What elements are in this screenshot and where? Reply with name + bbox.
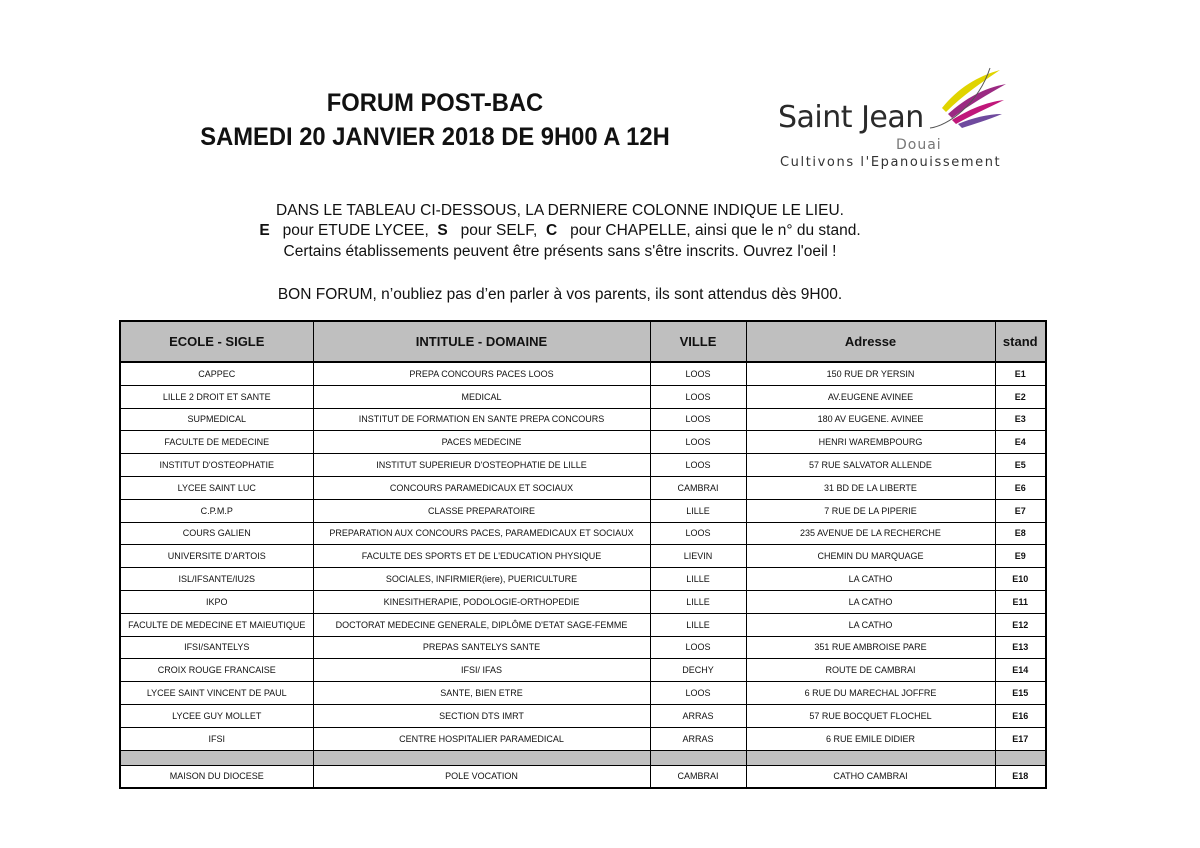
cell-stand: E6: [995, 476, 1046, 499]
intro-line-2: [180, 222, 940, 240]
cell-stand: E3: [995, 408, 1046, 431]
cell-city: DECHY: [650, 659, 746, 682]
table-row: [120, 522, 1046, 545]
cell-city: LOOS: [650, 682, 746, 705]
header-adresse: Adresse: [746, 321, 995, 362]
table-row: [120, 765, 1046, 788]
stands-table: [119, 320, 1047, 789]
header-intitule: INTITULE - DOMAINE: [313, 321, 650, 362]
school-logo: [778, 64, 1008, 174]
cell-stand: E14: [995, 659, 1046, 682]
cell-city: LILLE: [650, 590, 746, 613]
cell-program: INSTITUT DE FORMATION EN SANTE PREPA CONCOURS: [313, 408, 650, 431]
cell-stand: E5: [995, 454, 1046, 477]
cell-address: CHEMIN DU MARQUAGE: [746, 545, 995, 568]
cell-program: KINESITHERAPIE, PODOLOGIE-ORTHOPEDIE: [313, 590, 650, 613]
cell-address: 235 AVENUE DE LA RECHERCHE: [746, 522, 995, 545]
cell-address: 31 BD DE LA LIBERTE: [746, 476, 995, 499]
table-row: [120, 613, 1046, 636]
cell-city: LILLE: [650, 613, 746, 636]
logo-tagline: Cultivons l'Epanouissement: [780, 155, 1002, 170]
code-s: S: [437, 222, 448, 239]
logo-city: Douai: [896, 137, 942, 153]
cell-school: ISL/IFSANTE/IU2S: [120, 568, 313, 591]
cell-stand: E4: [995, 431, 1046, 454]
intro-line-4: BON FORUM, n’oubliez pas d’en parler à vos parents, ils sont attendus dès 9H00.: [277, 286, 843, 303]
title-line-2: SAMEDI 20 JANVIER 2018 DE 9H00 A 12H: [200, 123, 670, 151]
code-e-text: pour ETUDE LYCEE,: [282, 222, 429, 239]
cell-address: 57 RUE SALVATOR ALLENDE: [746, 454, 995, 477]
cell-stand: E18: [995, 765, 1046, 788]
cell-stand: E7: [995, 499, 1046, 522]
table-header-row: [120, 321, 1046, 362]
table-row: [120, 499, 1046, 522]
cell-school: LYCEE SAINT LUC: [120, 476, 313, 499]
cell-school: CROIX ROUGE FRANCAISE: [120, 659, 313, 682]
cell-stand: E1: [995, 362, 1046, 385]
cell-stand: E10: [995, 568, 1046, 591]
table-row: [120, 385, 1046, 408]
cell-school: COURS GALIEN: [120, 522, 313, 545]
cell-city: CAMBRAI: [650, 476, 746, 499]
cell-program: SOCIALES, INFIRMIER(iere), PUERICULTURE: [313, 568, 650, 591]
cell-stand: E8: [995, 522, 1046, 545]
cell-city: ARRAS: [650, 727, 746, 750]
cell-school: FACULTE DE MEDECINE: [120, 431, 313, 454]
cell-address: LA CATHO: [746, 613, 995, 636]
cell-school: FACULTE DE MEDECINE ET MAIEUTIQUE: [120, 613, 313, 636]
table-separator-row: [120, 750, 1046, 765]
cell-program: PREPA CONCOURS PACES LOOS: [313, 362, 650, 385]
table-row: [120, 431, 1046, 454]
code-c: C: [545, 222, 558, 239]
cell-city: LOOS: [650, 431, 746, 454]
cell-program: INSTITUT SUPERIEUR D'OSTEOPHATIE DE LILLE: [313, 454, 650, 477]
cell-school: IKPO: [120, 590, 313, 613]
cell-program: DOCTORAT MEDECINE GENERALE, DIPLÔME D'ETAT SAGE-FEMME: [313, 613, 650, 636]
table-row: [120, 682, 1046, 705]
cell-address: 57 RUE BOCQUET FLOCHEL: [746, 704, 995, 727]
cell-school: LILLE 2 DROIT ET SANTE: [120, 385, 313, 408]
intro-line-1: DANS LE TABLEAU CI-DESSOUS, LA DERNIERE COLONNE INDIQUE LE LIEU.: [276, 202, 844, 219]
cell-city: LOOS: [650, 636, 746, 659]
cell-program: MEDICAL: [313, 385, 650, 408]
table-row: [120, 362, 1046, 385]
cell-city: LOOS: [650, 385, 746, 408]
cell-address: 150 RUE DR YERSIN: [746, 362, 995, 385]
cell-city: ARRAS: [650, 704, 746, 727]
table-row: [120, 568, 1046, 591]
separator-cell: [120, 750, 313, 765]
cell-school: C.P.M.P: [120, 499, 313, 522]
cell-address: LA CATHO: [746, 590, 995, 613]
cell-city: CAMBRAI: [650, 765, 746, 788]
cell-address: CATHO CAMBRAI: [746, 765, 995, 788]
cell-school: UNIVERSITE D'ARTOIS: [120, 545, 313, 568]
table-row: [120, 704, 1046, 727]
cell-stand: E13: [995, 636, 1046, 659]
cell-program: CLASSE PREPARATOIRE: [313, 499, 650, 522]
cell-program: PREPAS SANTELYS SANTE: [313, 636, 650, 659]
cell-program: CENTRE HOSPITALIER PARAMEDICAL: [313, 727, 650, 750]
cell-school: CAPPEC: [120, 362, 313, 385]
cell-address: 351 RUE AMBROISE PARE: [746, 636, 995, 659]
cell-city: LOOS: [650, 454, 746, 477]
header-ecole: ECOLE - SIGLE: [120, 321, 313, 362]
table-body: [120, 362, 1046, 788]
cell-city: LIEVIN: [650, 545, 746, 568]
separator-cell: [313, 750, 650, 765]
cell-stand: E2: [995, 385, 1046, 408]
cell-school: MAISON DU DIOCESE: [120, 765, 313, 788]
title-line-1: FORUM POST-BAC: [326, 89, 544, 117]
intro-line-3: Certains établissements peuvent être présents sans s'être inscrits. Ouvrez l'oeil !: [283, 243, 837, 260]
cell-program: PREPARATION AUX CONCOURS PACES, PARAMEDICAUX ET SOCIAUX: [313, 522, 650, 545]
cell-city: LOOS: [650, 522, 746, 545]
cell-program: PACES MEDECINE: [313, 431, 650, 454]
cell-program: SECTION DTS IMRT: [313, 704, 650, 727]
cell-school: SUPMEDICAL: [120, 408, 313, 431]
table-row: [120, 545, 1046, 568]
separator-cell: [995, 750, 1046, 765]
page-title: [155, 86, 716, 154]
separator-cell: [650, 750, 746, 765]
cell-address: AV.EUGENE AVINEE: [746, 385, 995, 408]
cell-school: IFSI: [120, 727, 313, 750]
header-ville: VILLE: [650, 321, 746, 362]
cell-address: LA CATHO: [746, 568, 995, 591]
cell-stand: E17: [995, 727, 1046, 750]
table-row: [120, 727, 1046, 750]
header-stand: stand: [995, 321, 1046, 362]
cell-stand: E16: [995, 704, 1046, 727]
cell-address: 180 AV EUGENE. AVINEE: [746, 408, 995, 431]
cell-program: SANTE, BIEN ETRE: [313, 682, 650, 705]
cell-program: IFSI/ IFAS: [313, 659, 650, 682]
cell-city: LILLE: [650, 499, 746, 522]
logo-name: Saint Jean: [778, 100, 924, 135]
logo-brush-strokes-icon: [928, 64, 1008, 132]
table-row: [120, 408, 1046, 431]
separator-cell: [746, 750, 995, 765]
cell-stand: E9: [995, 545, 1046, 568]
cell-address: 7 RUE DE LA PIPERIE: [746, 499, 995, 522]
table-row: [120, 454, 1046, 477]
cell-program: FACULTE DES SPORTS ET DE L'EDUCATION PHYSIQUE: [313, 545, 650, 568]
table-row: [120, 659, 1046, 682]
cell-program: CONCOURS PARAMEDICAUX ET SOCIAUX: [313, 476, 650, 499]
cell-city: LILLE: [650, 568, 746, 591]
cell-address: 6 RUE DU MARECHAL JOFFRE: [746, 682, 995, 705]
cell-city: LOOS: [650, 362, 746, 385]
cell-address: HENRI WAREMBPOURG: [746, 431, 995, 454]
cell-school: LYCEE SAINT VINCENT DE PAUL: [120, 682, 313, 705]
table-row: [120, 590, 1046, 613]
cell-address: 6 RUE EMILE DIDIER: [746, 727, 995, 750]
cell-school: INSTITUT D'OSTEOPHATIE: [120, 454, 313, 477]
cell-stand: E15: [995, 682, 1046, 705]
cell-stand: E12: [995, 613, 1046, 636]
cell-school: LYCEE GUY MOLLET: [120, 704, 313, 727]
code-c-text: pour CHAPELLE, ainsi que le n° du stand.: [570, 222, 861, 239]
table-row: [120, 636, 1046, 659]
code-e: E: [259, 222, 270, 239]
code-s-text: pour SELF,: [460, 222, 538, 239]
cell-school: IFSI/SANTELYS: [120, 636, 313, 659]
cell-city: LOOS: [650, 408, 746, 431]
cell-address: ROUTE DE CAMBRAI: [746, 659, 995, 682]
table-row: [120, 476, 1046, 499]
cell-program: POLE VOCATION: [313, 765, 650, 788]
cell-stand: E11: [995, 590, 1046, 613]
